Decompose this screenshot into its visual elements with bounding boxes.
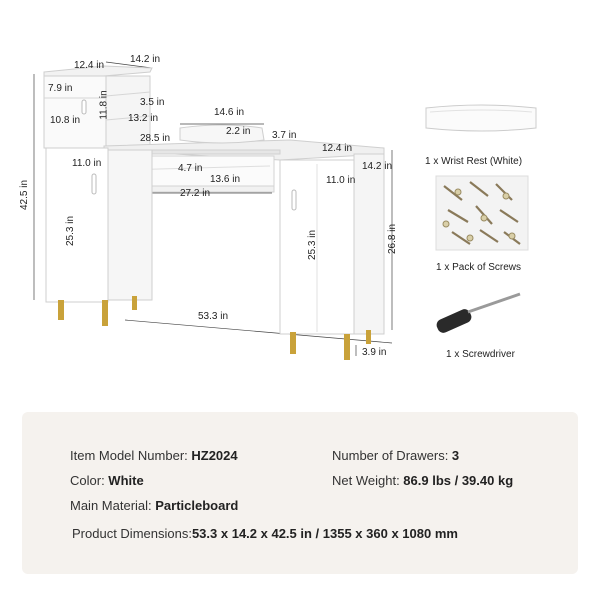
dim-shelf-h2: 11.8 in (98, 90, 110, 120)
left-cabinet (46, 148, 152, 326)
dim-knee-width: 27.2 in (180, 188, 211, 199)
dim-left-door-height: 25.3 in (65, 215, 77, 247)
dim-shelf-d1: 3.5 in (140, 97, 165, 108)
dim-right-depth: 14.2 in (362, 161, 393, 172)
dim-right-cabinet-width: 11.0 in (326, 175, 356, 186)
spec-weight: Net Weight: 86.9 lbs / 39.40 kg (332, 473, 514, 488)
spec-color: Color: White (70, 473, 144, 488)
dim-shelf-h1: 7.9 in (48, 83, 73, 94)
dim-rest-depth: 2.2 in (226, 126, 251, 137)
screws-pack-icon (436, 176, 528, 250)
dim-leg-height: 3.9 in (362, 347, 387, 358)
spec-model: Item Model Number: HZ2024 (70, 448, 238, 463)
spec-material: Main Material: Particleboard (70, 498, 239, 513)
dim-shelf-w2: 10.8 in (50, 115, 81, 126)
accessory-label-screwdriver: 1 x Screwdriver (446, 349, 515, 360)
dim-total-width: 53.3 in (198, 311, 229, 322)
dim-desk-width: 28.5 in (140, 133, 171, 144)
dim-drawer-width: 13.6 in (210, 174, 241, 185)
dim-rest-height: 3.7 in (272, 130, 297, 141)
dim-top-width: 14.2 in (130, 54, 161, 65)
dim-right-door-height: 25.3 in (307, 229, 319, 261)
dim-shelf-d2: 13.2 in (128, 113, 159, 124)
spec-panel (22, 412, 578, 574)
dim-desk-height: 26.8 in (387, 223, 399, 255)
desk-wrist-rest (180, 125, 264, 143)
accessory-label-screws: 1 x Pack of Screws (436, 262, 522, 273)
dim-shelf-width: 12.4 in (74, 60, 105, 71)
spec-dimensions: Product Dimensions:53.3 x 14.2 x 42.5 in / 1355 x 360 x 1080 mm (72, 526, 458, 541)
dim-rest-width: 14.6 in (214, 107, 245, 118)
wrist-rest-icon (426, 105, 536, 131)
accessory-label-wrist-rest: 1 x Wrist Rest (White) (425, 156, 523, 167)
screwdriver-icon (435, 294, 520, 335)
dim-left-cabinet-width: 11.0 in (72, 158, 102, 169)
dim-drawer-height: 4.7 in (178, 163, 203, 174)
dim-right-top-width: 12.4 in (322, 143, 353, 154)
dim-total-height: 42.5 in (19, 179, 31, 211)
spec-drawers: Number of Drawers: 3 (332, 448, 460, 463)
